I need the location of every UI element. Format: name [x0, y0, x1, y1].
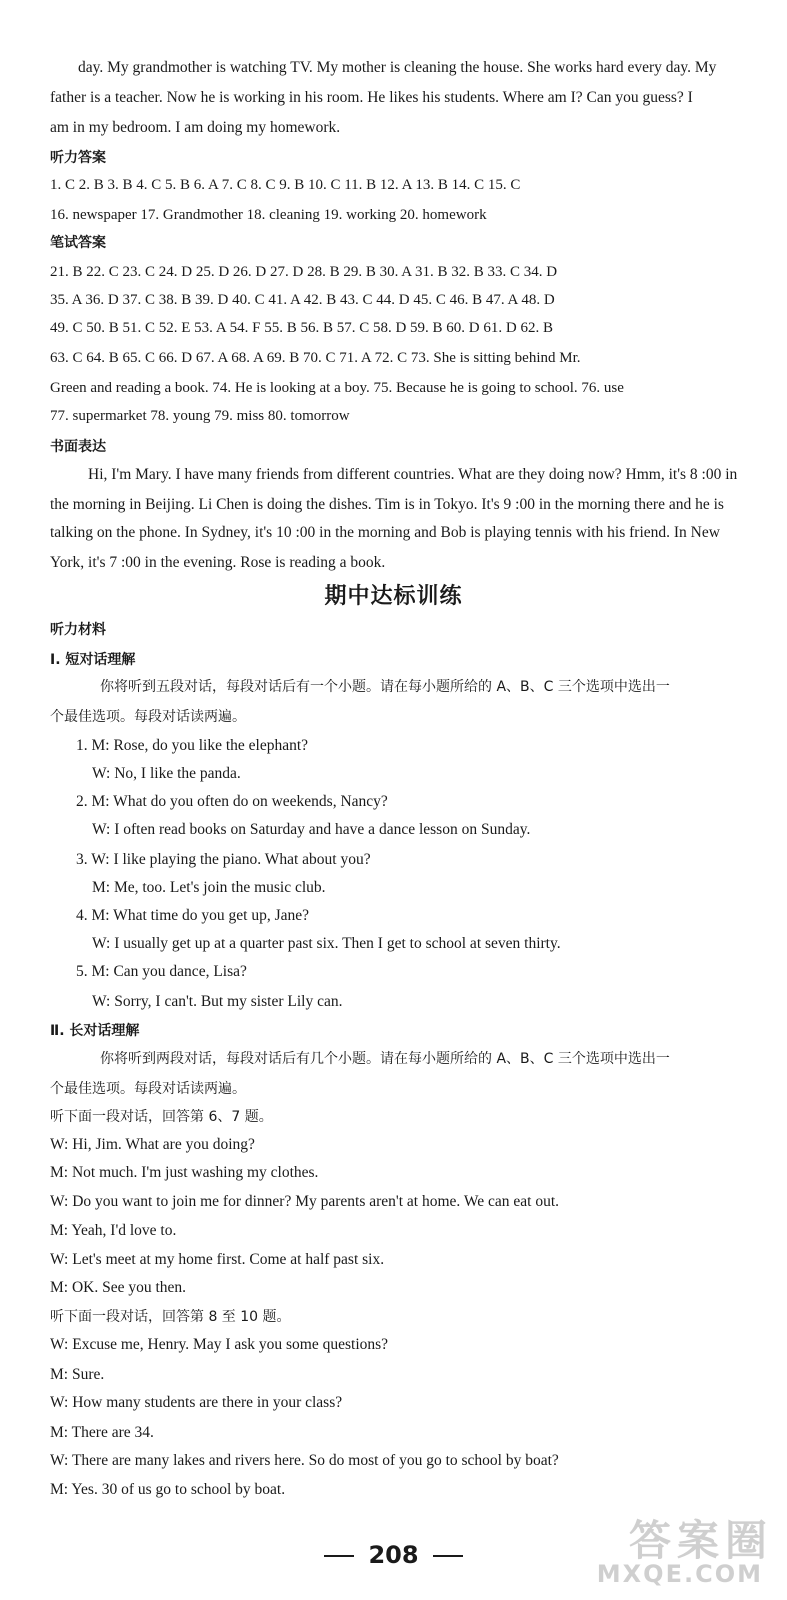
page-number-text: 208 [368, 1541, 419, 1569]
dialogue-line: M: Not much. I'm just washing my clothes. [50, 1164, 319, 1181]
listening-material-heading: 听力材料 [50, 622, 106, 638]
part2-instructions: 个最佳选项。每段对话读两遍。 [50, 1081, 246, 1097]
dialogue-line: W: No, I like the panda. [92, 765, 241, 782]
dialogue-line: W: Let's meet at my home first. Come at half past six. [50, 1251, 385, 1268]
dialogue-line: 2. M: What do you often do on weekends, Nancy? [76, 793, 388, 810]
part2-instructions: 你将听到两段对话，每段对话后有几个小题。请在每小题所给的 A、B、C 三个选项中选出一 [100, 1051, 670, 1067]
listening-answers-heading: 听力答案 [50, 150, 106, 166]
dialogue-line: W: Hi, Jim. What are you doing? [50, 1136, 255, 1153]
watermark-text-top: 答案圈 [628, 1516, 773, 1565]
dialogue-intro: 听下面一段对话，回答第 6、7 题。 [50, 1109, 273, 1125]
answer-line: 1. C 2. B 3. B 4. C 5. B 6. A 7. C 8. C 9. B 10. C 11. B 12. A 13. B 14. C 15. C [50, 177, 521, 193]
writing-line: talking on the phone. In Sydney, it's 10 :00 in the morning and Bob is playing tennis with his friend. In New [50, 524, 720, 541]
dialogue-line: 4. M: What time do you get up, Jane? [76, 907, 310, 924]
answer-line: 77. supermarket 78. young 79. miss 80. tomorrow [50, 408, 350, 424]
dialogue-line: 3. W: I like playing the piano. What about you? [76, 851, 371, 868]
answer-line: 21. B 22. C 23. C 24. D 25. D 26. D 27. D 28. B 29. B 30. A 31. B 32. B 33. C 34. D [50, 264, 558, 280]
answer-line: Green and reading a book. 74. He is looking at a boy. 75. Because he is going to school. 76. use [50, 380, 624, 396]
dialogue-line: W: Excuse me, Henry. May I ask you some questions? [50, 1336, 389, 1353]
passage-line: day. My grandmother is watching TV. My mother is cleaning the house. She works hard every day. My [78, 59, 717, 76]
watermark-logo [523, 1508, 773, 1596]
dialogue-line: W: Sorry, I can't. But my sister Lily can. [92, 993, 343, 1010]
dialogue-line: M: OK. See you then. [50, 1279, 187, 1296]
passage-line: am in my bedroom. I am doing my homework. [50, 119, 341, 136]
passage-line: father is a teacher. Now he is working in his room. He likes his students. Where am I? Can you guess? I [50, 89, 693, 106]
part2-heading: Ⅱ. 长对话理解 [50, 1023, 140, 1039]
dialogue-line: W: How many students are there in your class? [50, 1394, 343, 1411]
dash-right [433, 1555, 463, 1557]
dialogue-line: M: Yes. 30 of us go to school by boat. [50, 1481, 286, 1498]
writing-line: the morning in Beijing. Li Chen is doing the dishes. Tim is in Tokyo. It's 9 :00 in the morning there and he is [50, 496, 724, 513]
part1-heading: Ⅰ. 短对话理解 [50, 652, 136, 668]
written-answers-heading: 笔试答案 [50, 235, 106, 251]
answer-line: 49. C 50. B 51. C 52. E 53. A 54. F 55. B 56. B 57. C 58. D 59. B 60. D 61. D 62. B [50, 320, 553, 336]
dialogue-line: W: Do you want to join me for dinner? My parents aren't at home. We can eat out. [50, 1193, 560, 1210]
dialogue-line: W: I usually get up at a quarter past six. Then I get to school at seven thirty. [92, 935, 561, 952]
answer-line: 16. newspaper 17. Grandmother 18. cleaning 19. working 20. homework [50, 207, 487, 223]
dialogue-line: M: Sure. [50, 1366, 105, 1383]
answer-line: 35. A 36. D 37. C 38. B 39. D 40. C 41. A 42. B 43. C 44. D 45. C 46. B 47. A 48. D [50, 292, 555, 308]
watermark-text-bottom: MXQE.COM [596, 1560, 763, 1588]
part1-instructions: 你将听到五段对话，每段对话后有一个小题。请在每小题所给的 A、B、C 三个选项中选出一 [100, 679, 670, 695]
dialogue-line: W: There are many lakes and rivers here. So do most of you go to school by boat? [50, 1452, 559, 1469]
dialogue-line: 1. M: Rose, do you like the elephant? [76, 737, 309, 754]
dialogue-line: W: I often read books on Saturday and have a dance lesson on Sunday. [92, 821, 531, 838]
dialogue-line: M: Yeah, I'd love to. [50, 1222, 177, 1239]
part1-instructions: 个最佳选项。每段对话读两遍。 [50, 709, 246, 725]
dialogue-line: M: There are 34. [50, 1424, 154, 1441]
writing-heading: 书面表达 [50, 439, 106, 455]
dialogue-line: 5. M: Can you dance, Lisa? [76, 963, 247, 980]
dialogue-line: M: Me, too. Let's join the music club. [92, 879, 326, 896]
writing-line: York, it's 7 :00 in the evening. Rose is reading a book. [50, 554, 386, 571]
exam-title: 期中达标训练 [324, 584, 463, 609]
dialogue-intro: 听下面一段对话，回答第 8 至 10 题。 [50, 1309, 291, 1325]
answer-line: 63. C 64. B 65. C 66. D 67. A 68. A 69. B 70. C 71. A 72. C 73. She is sitting behind Mr. [50, 350, 581, 366]
dash-left [324, 1555, 354, 1557]
writing-line: Hi, I'm Mary. I have many friends from different countries. What are they doing now? Hmm, it's 8 :00 in [88, 466, 738, 483]
